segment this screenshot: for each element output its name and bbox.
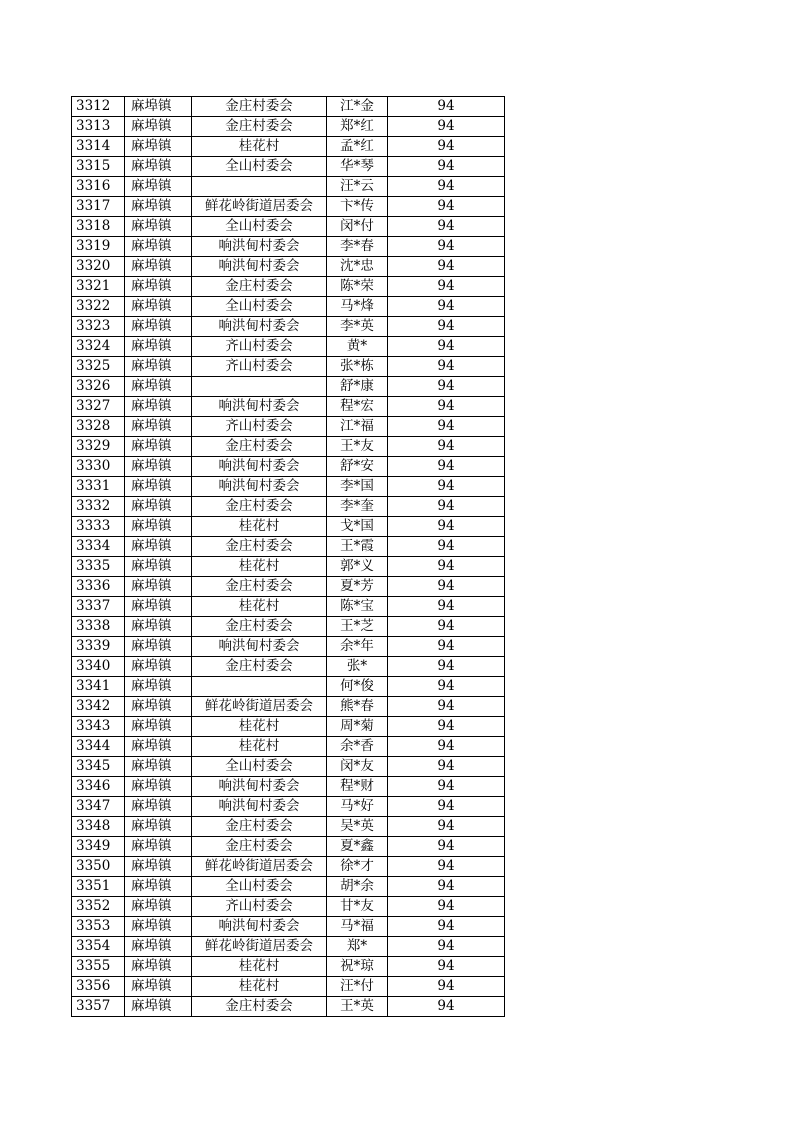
person-name-cell: 郭*义	[327, 557, 388, 577]
person-name-cell: 沈*忠	[327, 257, 388, 277]
score-cell: 94	[388, 957, 505, 977]
score-cell: 94	[388, 317, 505, 337]
row-number-cell: 3325	[72, 357, 125, 377]
person-name-cell: 马*烽	[327, 297, 388, 317]
row-number-cell: 3318	[72, 217, 125, 237]
person-name-cell: 孟*红	[327, 137, 388, 157]
village-cell: 响洪甸村委会	[192, 457, 327, 477]
row-number-cell: 3326	[72, 377, 125, 397]
table-row	[72, 577, 505, 597]
town-cell: 麻埠镇	[125, 897, 192, 917]
town-cell: 麻埠镇	[125, 617, 192, 637]
row-number-cell: 3346	[72, 777, 125, 797]
row-number-cell: 3328	[72, 417, 125, 437]
town-cell: 麻埠镇	[125, 997, 192, 1017]
village-cell: 金庄村委会	[192, 997, 327, 1017]
score-cell: 94	[388, 477, 505, 497]
row-number-cell: 3331	[72, 477, 125, 497]
table-row	[72, 817, 505, 837]
score-cell: 94	[388, 577, 505, 597]
table-row	[72, 497, 505, 517]
score-cell: 94	[388, 837, 505, 857]
row-number-cell: 3352	[72, 897, 125, 917]
person-name-cell: 马*福	[327, 917, 388, 937]
table-row	[72, 437, 505, 457]
person-name-cell: 马*好	[327, 797, 388, 817]
person-name-cell: 李*春	[327, 237, 388, 257]
table-row	[72, 277, 505, 297]
table-row	[72, 257, 505, 277]
score-cell: 94	[388, 617, 505, 637]
person-name-cell: 华*琴	[327, 157, 388, 177]
village-cell: 金庄村委会	[192, 817, 327, 837]
village-cell: 桂花村	[192, 737, 327, 757]
village-cell: 桂花村	[192, 517, 327, 537]
score-cell: 94	[388, 157, 505, 177]
table-row	[72, 337, 505, 357]
table-row	[72, 617, 505, 637]
village-cell: 金庄村委会	[192, 657, 327, 677]
score-cell: 94	[388, 777, 505, 797]
village-cell: 金庄村委会	[192, 837, 327, 857]
village-cell: 齐山村委会	[192, 417, 327, 437]
row-number-cell: 3329	[72, 437, 125, 457]
row-number-cell: 3343	[72, 717, 125, 737]
score-cell: 94	[388, 697, 505, 717]
score-cell: 94	[388, 137, 505, 157]
table-row	[72, 297, 505, 317]
village-cell: 全山村委会	[192, 297, 327, 317]
village-cell: 金庄村委会	[192, 537, 327, 557]
table-row	[72, 977, 505, 997]
village-cell: 响洪甸村委会	[192, 397, 327, 417]
score-cell: 94	[388, 197, 505, 217]
village-cell: 桂花村	[192, 957, 327, 977]
person-name-cell: 闵*付	[327, 217, 388, 237]
person-name-cell: 张*栋	[327, 357, 388, 377]
row-number-cell: 3353	[72, 917, 125, 937]
person-name-cell: 陈*宝	[327, 597, 388, 617]
person-name-cell: 胡*余	[327, 877, 388, 897]
roster-table-body	[72, 97, 505, 1017]
village-cell: 响洪甸村委会	[192, 797, 327, 817]
score-cell: 94	[388, 177, 505, 197]
score-cell: 94	[388, 497, 505, 517]
score-cell: 94	[388, 437, 505, 457]
town-cell: 麻埠镇	[125, 697, 192, 717]
town-cell: 麻埠镇	[125, 97, 192, 117]
table-row	[72, 877, 505, 897]
table-row	[72, 757, 505, 777]
table-row	[72, 857, 505, 877]
row-number-cell: 3357	[72, 997, 125, 1017]
village-cell: 桂花村	[192, 717, 327, 737]
table-row	[72, 377, 505, 397]
person-name-cell: 熊*春	[327, 697, 388, 717]
score-cell: 94	[388, 737, 505, 757]
row-number-cell: 3335	[72, 557, 125, 577]
row-number-cell: 3332	[72, 497, 125, 517]
town-cell: 麻埠镇	[125, 317, 192, 337]
person-name-cell: 陈*荣	[327, 277, 388, 297]
score-cell: 94	[388, 117, 505, 137]
table-row	[72, 777, 505, 797]
village-cell: 金庄村委会	[192, 497, 327, 517]
score-cell: 94	[388, 877, 505, 897]
row-number-cell: 3312	[72, 97, 125, 117]
village-cell	[192, 177, 327, 197]
score-cell: 94	[388, 797, 505, 817]
row-number-cell: 3336	[72, 577, 125, 597]
table-row	[72, 797, 505, 817]
person-name-cell: 闵*友	[327, 757, 388, 777]
table-row	[72, 357, 505, 377]
person-name-cell: 江*福	[327, 417, 388, 437]
row-number-cell: 3344	[72, 737, 125, 757]
row-number-cell: 3348	[72, 817, 125, 837]
town-cell: 麻埠镇	[125, 337, 192, 357]
person-name-cell: 舒*康	[327, 377, 388, 397]
score-cell: 94	[388, 677, 505, 697]
person-name-cell: 王*英	[327, 997, 388, 1017]
town-cell: 麻埠镇	[125, 777, 192, 797]
score-cell: 94	[388, 557, 505, 577]
table-row	[72, 837, 505, 857]
town-cell: 麻埠镇	[125, 137, 192, 157]
row-number-cell: 3314	[72, 137, 125, 157]
town-cell: 麻埠镇	[125, 657, 192, 677]
town-cell: 麻埠镇	[125, 917, 192, 937]
village-cell: 桂花村	[192, 597, 327, 617]
table-row	[72, 997, 505, 1017]
village-cell: 响洪甸村委会	[192, 257, 327, 277]
person-name-cell: 郑*	[327, 937, 388, 957]
row-number-cell: 3349	[72, 837, 125, 857]
score-cell: 94	[388, 377, 505, 397]
table-row	[72, 217, 505, 237]
town-cell: 麻埠镇	[125, 397, 192, 417]
score-cell: 94	[388, 457, 505, 477]
person-name-cell: 余*年	[327, 637, 388, 657]
village-cell: 全山村委会	[192, 217, 327, 237]
town-cell: 麻埠镇	[125, 757, 192, 777]
town-cell: 麻埠镇	[125, 417, 192, 437]
town-cell: 麻埠镇	[125, 157, 192, 177]
person-name-cell: 余*香	[327, 737, 388, 757]
row-number-cell: 3323	[72, 317, 125, 337]
village-cell: 鲜花岭街道居委会	[192, 697, 327, 717]
village-cell: 桂花村	[192, 977, 327, 997]
village-cell: 金庄村委会	[192, 277, 327, 297]
row-number-cell: 3355	[72, 957, 125, 977]
person-name-cell: 徐*才	[327, 857, 388, 877]
row-number-cell: 3322	[72, 297, 125, 317]
town-cell: 麻埠镇	[125, 677, 192, 697]
town-cell: 麻埠镇	[125, 437, 192, 457]
score-cell: 94	[388, 817, 505, 837]
person-name-cell: 郑*红	[327, 117, 388, 137]
table-row	[72, 457, 505, 477]
row-number-cell: 3315	[72, 157, 125, 177]
table-row	[72, 717, 505, 737]
score-cell: 94	[388, 537, 505, 557]
village-cell: 鲜花岭街道居委会	[192, 197, 327, 217]
village-cell: 鲜花岭街道居委会	[192, 937, 327, 957]
row-number-cell: 3342	[72, 697, 125, 717]
village-cell	[192, 677, 327, 697]
town-cell: 麻埠镇	[125, 557, 192, 577]
row-number-cell: 3337	[72, 597, 125, 617]
village-cell: 桂花村	[192, 557, 327, 577]
score-cell: 94	[388, 937, 505, 957]
town-cell: 麻埠镇	[125, 537, 192, 557]
table-row	[72, 477, 505, 497]
village-cell: 齐山村委会	[192, 897, 327, 917]
town-cell: 麻埠镇	[125, 177, 192, 197]
town-cell: 麻埠镇	[125, 717, 192, 737]
person-name-cell: 王*芝	[327, 617, 388, 637]
row-number-cell: 3334	[72, 537, 125, 557]
town-cell: 麻埠镇	[125, 377, 192, 397]
person-name-cell: 程*宏	[327, 397, 388, 417]
town-cell: 麻埠镇	[125, 197, 192, 217]
row-number-cell: 3351	[72, 877, 125, 897]
village-cell	[192, 377, 327, 397]
town-cell: 麻埠镇	[125, 737, 192, 757]
score-cell: 94	[388, 417, 505, 437]
score-cell: 94	[388, 757, 505, 777]
score-cell: 94	[388, 97, 505, 117]
village-cell: 金庄村委会	[192, 437, 327, 457]
table-row	[72, 117, 505, 137]
village-cell: 响洪甸村委会	[192, 917, 327, 937]
village-cell: 齐山村委会	[192, 357, 327, 377]
town-cell: 麻埠镇	[125, 217, 192, 237]
village-cell: 响洪甸村委会	[192, 477, 327, 497]
row-number-cell: 3324	[72, 337, 125, 357]
table-row	[72, 597, 505, 617]
village-cell: 金庄村委会	[192, 617, 327, 637]
town-cell: 麻埠镇	[125, 517, 192, 537]
person-name-cell: 王*友	[327, 437, 388, 457]
row-number-cell: 3350	[72, 857, 125, 877]
person-name-cell: 卞*传	[327, 197, 388, 217]
row-number-cell: 3347	[72, 797, 125, 817]
town-cell: 麻埠镇	[125, 577, 192, 597]
village-cell: 全山村委会	[192, 157, 327, 177]
table-row	[72, 917, 505, 937]
table-row	[72, 517, 505, 537]
row-number-cell: 3330	[72, 457, 125, 477]
village-cell: 金庄村委会	[192, 577, 327, 597]
town-cell: 麻埠镇	[125, 357, 192, 377]
row-number-cell: 3338	[72, 617, 125, 637]
person-name-cell: 李*国	[327, 477, 388, 497]
row-number-cell: 3321	[72, 277, 125, 297]
score-cell: 94	[388, 637, 505, 657]
town-cell: 麻埠镇	[125, 257, 192, 277]
table-row	[72, 197, 505, 217]
row-number-cell: 3320	[72, 257, 125, 277]
person-name-cell: 王*霞	[327, 537, 388, 557]
town-cell: 麻埠镇	[125, 237, 192, 257]
score-cell: 94	[388, 357, 505, 377]
table-row	[72, 937, 505, 957]
person-name-cell: 舒*安	[327, 457, 388, 477]
town-cell: 麻埠镇	[125, 277, 192, 297]
person-name-cell: 甘*友	[327, 897, 388, 917]
score-cell: 94	[388, 397, 505, 417]
score-cell: 94	[388, 257, 505, 277]
row-number-cell: 3345	[72, 757, 125, 777]
person-name-cell: 戈*国	[327, 517, 388, 537]
person-name-cell: 汪*付	[327, 977, 388, 997]
person-name-cell: 江*金	[327, 97, 388, 117]
person-name-cell: 李*英	[327, 317, 388, 337]
town-cell: 麻埠镇	[125, 477, 192, 497]
row-number-cell: 3341	[72, 677, 125, 697]
row-number-cell: 3316	[72, 177, 125, 197]
village-cell: 桂花村	[192, 137, 327, 157]
town-cell: 麻埠镇	[125, 857, 192, 877]
row-number-cell: 3339	[72, 637, 125, 657]
town-cell: 麻埠镇	[125, 937, 192, 957]
town-cell: 麻埠镇	[125, 797, 192, 817]
person-name-cell: 吴*英	[327, 817, 388, 837]
score-cell: 94	[388, 977, 505, 997]
row-number-cell: 3356	[72, 977, 125, 997]
person-name-cell: 黄*	[327, 337, 388, 357]
roster-table	[71, 96, 505, 1017]
town-cell: 麻埠镇	[125, 117, 192, 137]
score-cell: 94	[388, 657, 505, 677]
town-cell: 麻埠镇	[125, 877, 192, 897]
table-row	[72, 737, 505, 757]
row-number-cell: 3333	[72, 517, 125, 537]
person-name-cell: 张*	[327, 657, 388, 677]
person-name-cell: 周*菊	[327, 717, 388, 737]
row-number-cell: 3354	[72, 937, 125, 957]
table-row	[72, 957, 505, 977]
village-cell: 金庄村委会	[192, 117, 327, 137]
table-row	[72, 537, 505, 557]
town-cell: 麻埠镇	[125, 597, 192, 617]
table-row	[72, 557, 505, 577]
table-row	[72, 697, 505, 717]
score-cell: 94	[388, 237, 505, 257]
table-row	[72, 177, 505, 197]
person-name-cell: 程*财	[327, 777, 388, 797]
row-number-cell: 3317	[72, 197, 125, 217]
table-row	[72, 97, 505, 117]
table-row	[72, 397, 505, 417]
person-name-cell: 李*奎	[327, 497, 388, 517]
town-cell: 麻埠镇	[125, 297, 192, 317]
row-number-cell: 3313	[72, 117, 125, 137]
table-row	[72, 897, 505, 917]
row-number-cell: 3340	[72, 657, 125, 677]
row-number-cell: 3319	[72, 237, 125, 257]
town-cell: 麻埠镇	[125, 957, 192, 977]
score-cell: 94	[388, 717, 505, 737]
row-number-cell: 3327	[72, 397, 125, 417]
person-name-cell: 夏*芳	[327, 577, 388, 597]
table-row	[72, 237, 505, 257]
table-row	[72, 637, 505, 657]
score-cell: 94	[388, 897, 505, 917]
village-cell: 齐山村委会	[192, 337, 327, 357]
score-cell: 94	[388, 277, 505, 297]
table-row	[72, 317, 505, 337]
town-cell: 麻埠镇	[125, 977, 192, 997]
village-cell: 响洪甸村委会	[192, 777, 327, 797]
table-row	[72, 417, 505, 437]
person-name-cell: 祝*琼	[327, 957, 388, 977]
score-cell: 94	[388, 517, 505, 537]
village-cell: 金庄村委会	[192, 97, 327, 117]
village-cell: 鲜花岭街道居委会	[192, 857, 327, 877]
person-name-cell: 汪*云	[327, 177, 388, 197]
score-cell: 94	[388, 597, 505, 617]
table-row	[72, 677, 505, 697]
score-cell: 94	[388, 217, 505, 237]
village-cell: 响洪甸村委会	[192, 317, 327, 337]
town-cell: 麻埠镇	[125, 837, 192, 857]
score-cell: 94	[388, 917, 505, 937]
town-cell: 麻埠镇	[125, 817, 192, 837]
table-row	[72, 137, 505, 157]
village-cell: 响洪甸村委会	[192, 637, 327, 657]
village-cell: 全山村委会	[192, 877, 327, 897]
village-cell: 响洪甸村委会	[192, 237, 327, 257]
score-cell: 94	[388, 997, 505, 1017]
score-cell: 94	[388, 297, 505, 317]
village-cell: 全山村委会	[192, 757, 327, 777]
person-name-cell: 夏*鑫	[327, 837, 388, 857]
table-row	[72, 157, 505, 177]
person-name-cell: 何*俊	[327, 677, 388, 697]
town-cell: 麻埠镇	[125, 497, 192, 517]
score-cell: 94	[388, 337, 505, 357]
town-cell: 麻埠镇	[125, 637, 192, 657]
town-cell: 麻埠镇	[125, 457, 192, 477]
table-row	[72, 657, 505, 677]
score-cell: 94	[388, 857, 505, 877]
